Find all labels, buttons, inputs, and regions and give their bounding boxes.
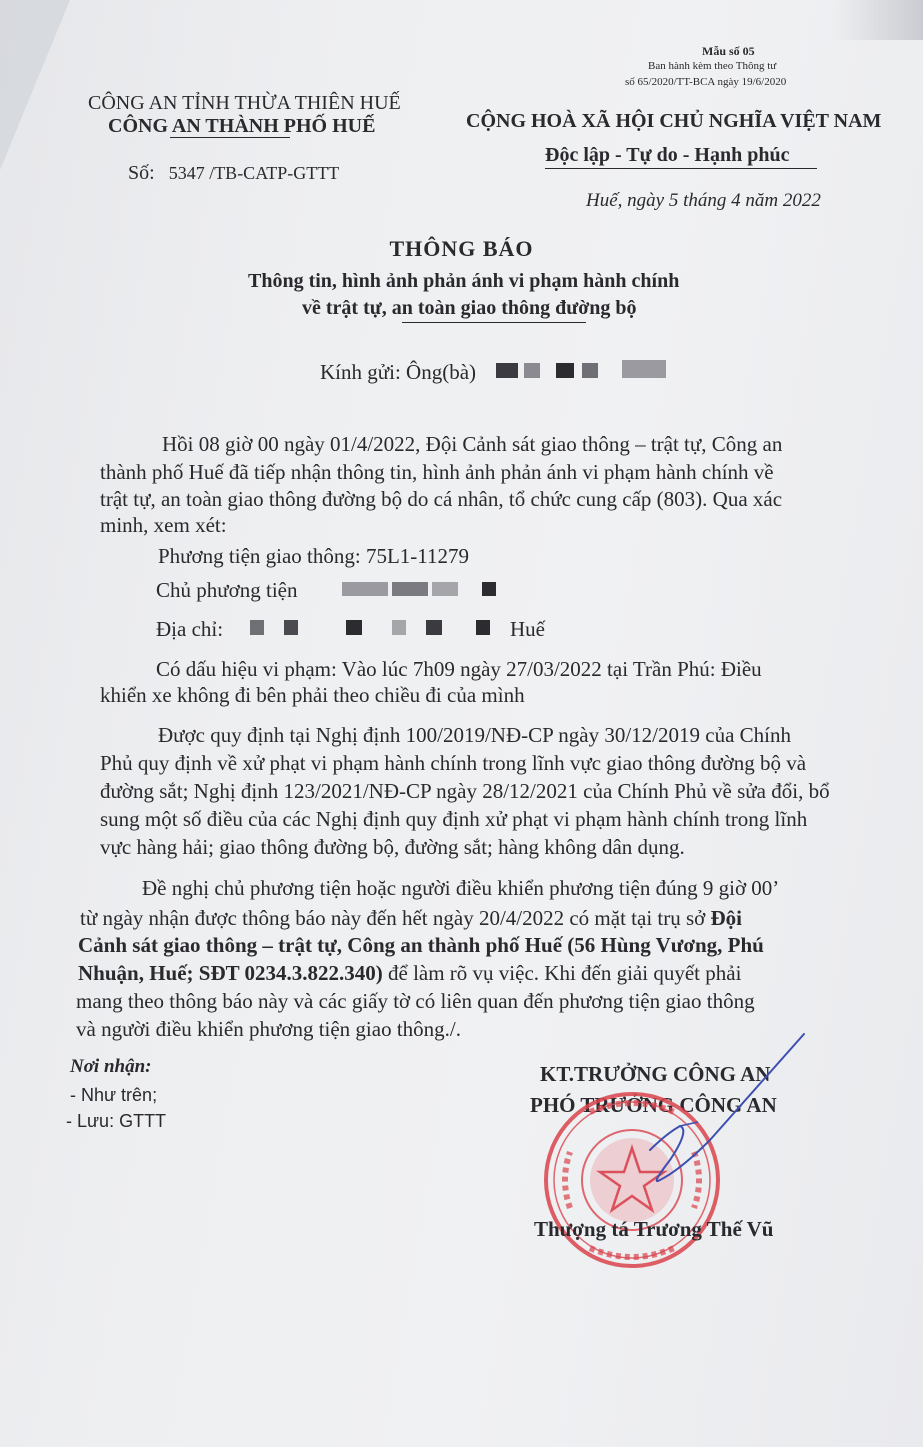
request-line bbox=[80, 906, 742, 931]
place-date: Huế, ngày 5 tháng 4 năm 2022 bbox=[586, 190, 821, 211]
redaction-block bbox=[346, 620, 362, 635]
document-number bbox=[128, 162, 339, 185]
request-contact-bold: Nhuận, Huế; SĐT 0234.3.822.340) bbox=[78, 961, 383, 985]
vehicle-plate: Phương tiện giao thông: 75L1-11279 bbox=[158, 544, 470, 568]
handwritten-signature bbox=[620, 1030, 810, 1200]
legal-line: Phủ quy định về xử phạt vi phạm hành chính trong lĩnh vực giao thông đường bộ và bbox=[100, 751, 807, 775]
redaction-block bbox=[476, 620, 490, 635]
para1-line: thành phố Huế đã tiếp nhận thông tin, hình ảnh phản ánh vi phạm hành chính về bbox=[100, 460, 774, 484]
form-ref-line2: số 65/2020/TT-BCA ngày 19/6/2020 bbox=[625, 76, 787, 88]
recipients-label: Nơi nhận: bbox=[70, 1056, 152, 1077]
so-label: Số: bbox=[128, 162, 155, 184]
redaction-block bbox=[582, 363, 598, 378]
redaction-block bbox=[556, 363, 574, 378]
legal-line: sung một số điều của các Nghị định quy định xử phạt vi phạm hành chính trong lĩnh bbox=[100, 807, 808, 831]
request-line: và người điều khiển phương tiện giao thông./. bbox=[76, 1017, 462, 1041]
signature-title-1: KT.TRƯỞNG CÔNG AN bbox=[540, 1062, 771, 1086]
issuer-unit: CÔNG AN THÀNH PHỐ HUẾ bbox=[108, 115, 376, 137]
addressee: Kính gửi: Ông(bà) bbox=[320, 360, 477, 384]
subtitle-line2: về trật tự, an toàn giao thông đường bộ bbox=[302, 297, 637, 319]
redaction-block bbox=[482, 582, 496, 596]
para1-line: minh, xem xét: bbox=[100, 513, 227, 537]
issuer-parent: CÔNG AN TỈNH THỪA THIÊN HUẾ bbox=[88, 92, 401, 114]
request-text: để làm rõ vụ việc. Khi đến giải quyết phải bbox=[382, 961, 742, 985]
signature-title-2: PHÓ TRƯỞNG CÔNG AN bbox=[530, 1093, 777, 1117]
legal-line: đường sắt; Nghị định 123/2021/NĐ-CP ngày 28/12/2021 của Chính Phủ về sửa đổi, bổ bbox=[100, 779, 830, 803]
recipient-item: - Lưu: GTTT bbox=[66, 1111, 167, 1131]
form-ref-line1: Ban hành kèm theo Thông tư bbox=[648, 60, 777, 72]
form-number: Mẫu số 05 bbox=[702, 44, 755, 58]
request-unit-bold: Đội bbox=[710, 906, 743, 930]
national-motto: Độc lập - Tự do - Hạnh phúc bbox=[545, 144, 790, 166]
request-line: mang theo thông báo này và các giấy tờ có liên quan đến phương tiện giao thông bbox=[76, 989, 755, 1013]
para1-line: trật tự, an toàn giao thông đường bộ do cá nhân, tổ chức cung cấp (803). Qua xác bbox=[100, 487, 783, 511]
subtitle-underline bbox=[402, 322, 586, 323]
legal-line: Được quy định tại Nghị định 100/2019/NĐ-CP ngày 30/12/2019 của Chính bbox=[158, 723, 792, 747]
redaction-block bbox=[342, 582, 388, 596]
redaction-block bbox=[284, 620, 298, 635]
redaction-block bbox=[622, 360, 666, 378]
violation-line: khiển xe không đi bên phải theo chiều đi của mình bbox=[100, 683, 525, 707]
redaction-block bbox=[250, 620, 264, 635]
so-value: 5347 /TB-CATP-GTTT bbox=[168, 163, 340, 183]
para1-line: Hồi 08 giờ 00 ngày 01/4/2022, Đội Cảnh sát giao thông – trật tự, Công an bbox=[162, 432, 783, 456]
subtitle-line1: Thông tin, hình ảnh phản ánh vi phạm hành chính bbox=[248, 270, 680, 292]
legal-line: vực hàng hải; giao thông đường bộ, đường sắt; hàng không dân dụng. bbox=[100, 835, 685, 859]
page-edge-shadow bbox=[833, 0, 923, 40]
page-corner-shadow bbox=[0, 0, 70, 170]
document-title: THÔNG BÁO bbox=[389, 236, 534, 261]
redaction-block bbox=[432, 582, 458, 596]
request-text: từ ngày nhận được thông báo này đến hết ngày 20/4/2022 có mặt tại trụ sở bbox=[80, 906, 711, 930]
redaction-block bbox=[496, 363, 518, 378]
redaction-block bbox=[392, 620, 406, 635]
request-line bbox=[78, 961, 741, 986]
issuer-underline bbox=[170, 137, 290, 138]
address-label: Địa chỉ: bbox=[156, 617, 224, 641]
address-city: Huế bbox=[510, 617, 545, 641]
request-unit-line: Cảnh sát giao thông – trật tự, Công an thành phố Huế (56 Hùng Vương, Phú bbox=[78, 933, 764, 957]
redaction-block bbox=[426, 620, 442, 635]
request-line: Đề nghị chủ phương tiện hoặc người điều khiển phương tiện đúng 9 giờ 00’ bbox=[142, 876, 780, 900]
national-title: CỘNG HOÀ XÃ HỘI CHỦ NGHĨA VIỆT NAM bbox=[466, 110, 882, 132]
violation-line: Có dấu hiệu vi phạm: Vào lúc 7h09 ngày 27/03/2022 tại Trần Phú: Điều bbox=[156, 657, 762, 681]
motto-underline bbox=[545, 168, 817, 169]
redaction-block bbox=[392, 582, 428, 596]
owner-label: Chủ phương tiện bbox=[156, 578, 298, 602]
recipient-item: - Như trên; bbox=[70, 1085, 158, 1105]
signatory-name: Thượng tá Trương Thế Vũ bbox=[534, 1217, 774, 1241]
redaction-block bbox=[524, 363, 540, 378]
